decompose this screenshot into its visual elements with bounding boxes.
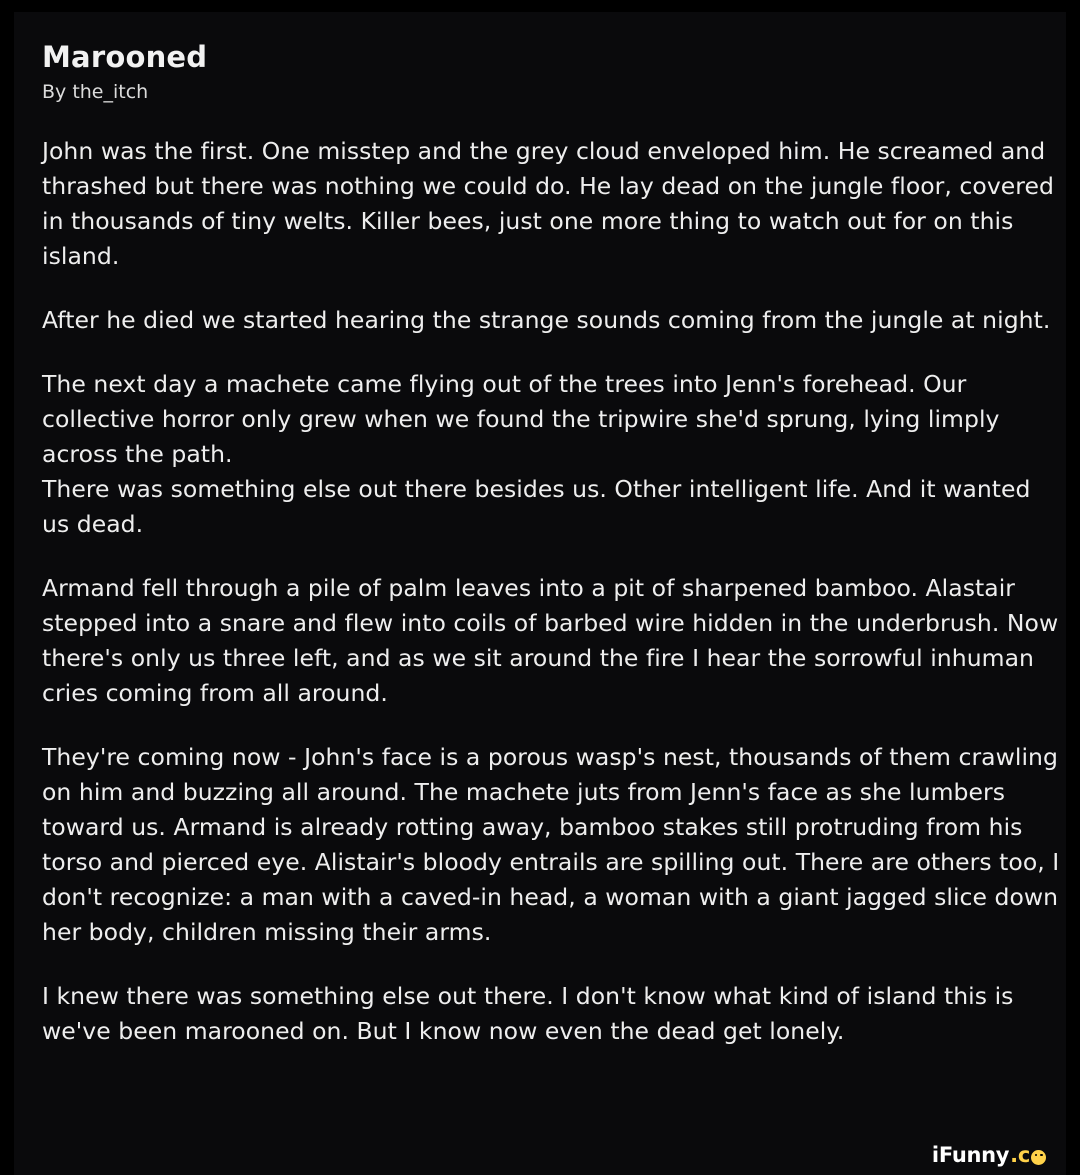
- paragraph: There was something else out there besides us. Other intelligent life. And it wanted us dead.: [42, 474, 1031, 538]
- page-title: Marooned: [42, 40, 208, 74]
- watermark-suffix: .c: [1010, 1143, 1030, 1167]
- story-content: [42, 42, 1064, 1049]
- paragraph: Armand fell through a pile of palm leaves into a pit of sharpened bamboo. Alastair stepped into a snare and flew into coils of barbed wire hidden in the underbrush. Now there's only us three left, and as we sit around the fire I hear the sorrowful inhuman cries coming from all around.: [42, 573, 1059, 707]
- watermark-prefix: i: [931, 1143, 939, 1167]
- story-body: [42, 134, 1064, 1049]
- smiley-icon: [1031, 1150, 1046, 1165]
- paragraph: John was the first. One misstep and the grey cloud enveloped him. He screamed and thrashed but there was nothing we could do. He lay dead on the jungle floor, covered in thousands of tiny welts. Killer bees, just one more thing to watch out for on this island.: [42, 136, 1054, 270]
- paragraph: I knew there was something else out there. I don't know what kind of island this is we've been marooned on. But I know now even the dead get lonely.: [42, 981, 1014, 1045]
- paragraph: They're coming now - John's face is a porous wasp's nest, thousands of them crawling on him and buzzing all around. The machete juts from Jenn's face as she lumbers toward us. Armand is already rotting away, bamboo stakes still protruding from his torso and pierced eye. Alistair's bloody entrails are spilling out. There are others too, I don't recognize: a man with a caved-in head, a woman with a giant jagged slice down her body, children missing their arms.: [42, 742, 1060, 946]
- author-byline: By the_itch: [42, 80, 149, 103]
- paragraph: The next day a machete came flying out of the trees into Jenn's forehead. Our collective horror only grew when we found the tripwire she'd sprung, lying limply across the path.: [42, 369, 1000, 468]
- ifunny-watermark: [932, 1143, 1046, 1167]
- paragraph: After he died we started hearing the strange sounds coming from the jungle at night.: [42, 305, 1051, 334]
- watermark-name: Funny: [938, 1143, 1010, 1167]
